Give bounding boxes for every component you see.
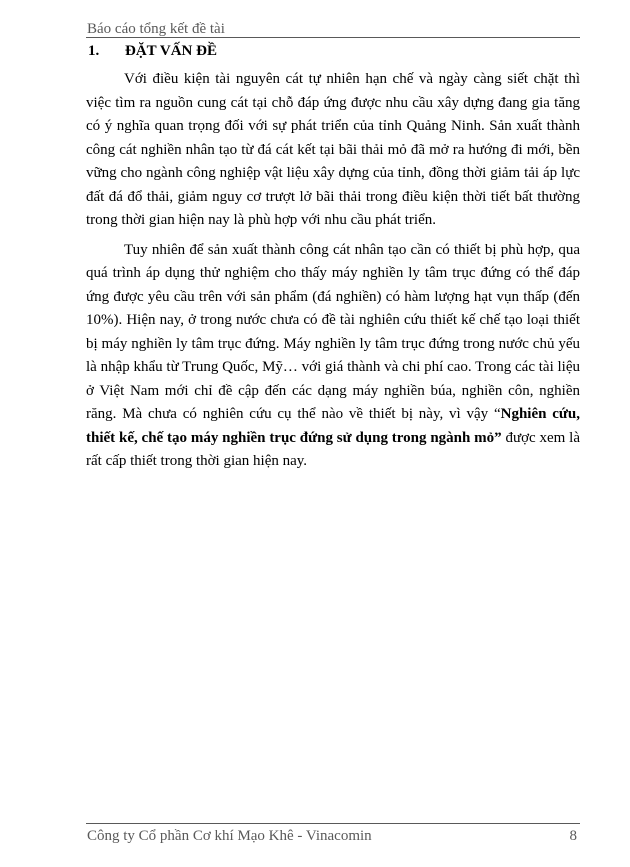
- header-title: Báo cáo tổng kết đề tài: [87, 21, 225, 37]
- page-footer: [86, 823, 580, 848]
- section-number: 1.: [88, 43, 100, 59]
- paragraph-2-start: Tuy nhiên để sản xuất thành công cát nhân tạo cần có thiết bị phù hợp, qua quá trình áp dụng thử nghiệm cho thấy máy nghiền ly tâm trục đứng có thể đáp ứng được yêu cầu trên với sản phẩm (đá nghiền) có hàm lượng hạt vụn thấp (đến 10%). Hiện nay, ở trong nước chưa có đề tài nghiên cứu thiết kế chế tạo loại thiết bị máy nghiền ly tâm trục đứng. Máy nghiền ly tâm trục đứng trong nước chủ yếu là nhập khẩu từ Trung Quốc, Mỹ… với giá thành và chi phí cao. Trong các tài liệu ở Việt Nam mới chỉ đề cập đến các dạng máy nghiền búa, nghiền côn, nghiền răng. Mà chưa có nghiên cứu cụ thể nào về thiết bị này, vì vậy “: [86, 241, 580, 422]
- body-text: [86, 68, 580, 480]
- paragraph-2-end: được xem là rất cấp thiết trong thời gian hiện nay.: [86, 429, 580, 469]
- paragraph-2: [86, 239, 580, 474]
- page-header: [86, 17, 580, 38]
- page-number: 8: [569, 828, 577, 844]
- footer-company: Công ty Cổ phần Cơ khí Mạo Khê - Vinacomin: [87, 828, 372, 844]
- project-title-emphasis: Nghiên cứu, thiết kế, chế tạo máy nghiền trục đứng sử dụng trong ngành mỏ”: [86, 406, 580, 446]
- section-heading: [88, 41, 217, 61]
- paragraph-1: Với điều kiện tài nguyên cát tự nhiên hạn chế và ngày càng siết chặt thì việc tìm ra nguồn cung cát tại chỗ đáp ứng được nhu cầu xây dựng đang gia tăng có ý nghĩa quan trọng đối với sự phát triển của tỉnh Quảng Ninh. Sản xuất thành công cát nghiền nhân tạo từ đá cát kết tại bãi thải mỏ đã mở ra hướng đi mới, bền vững cho ngành công nghiệp vật liệu xây dựng của tỉnh, đồng thời giảm tải áp lực đất đá đổ thải, giảm nguy cơ trượt lở bãi thải trong điều kiện thời tiết bất thường trong thời gian hiện nay là phù hợp với nhu cầu phát triển.: [86, 71, 580, 228]
- section-title: ĐẶT VẤN ĐỀ: [125, 43, 217, 59]
